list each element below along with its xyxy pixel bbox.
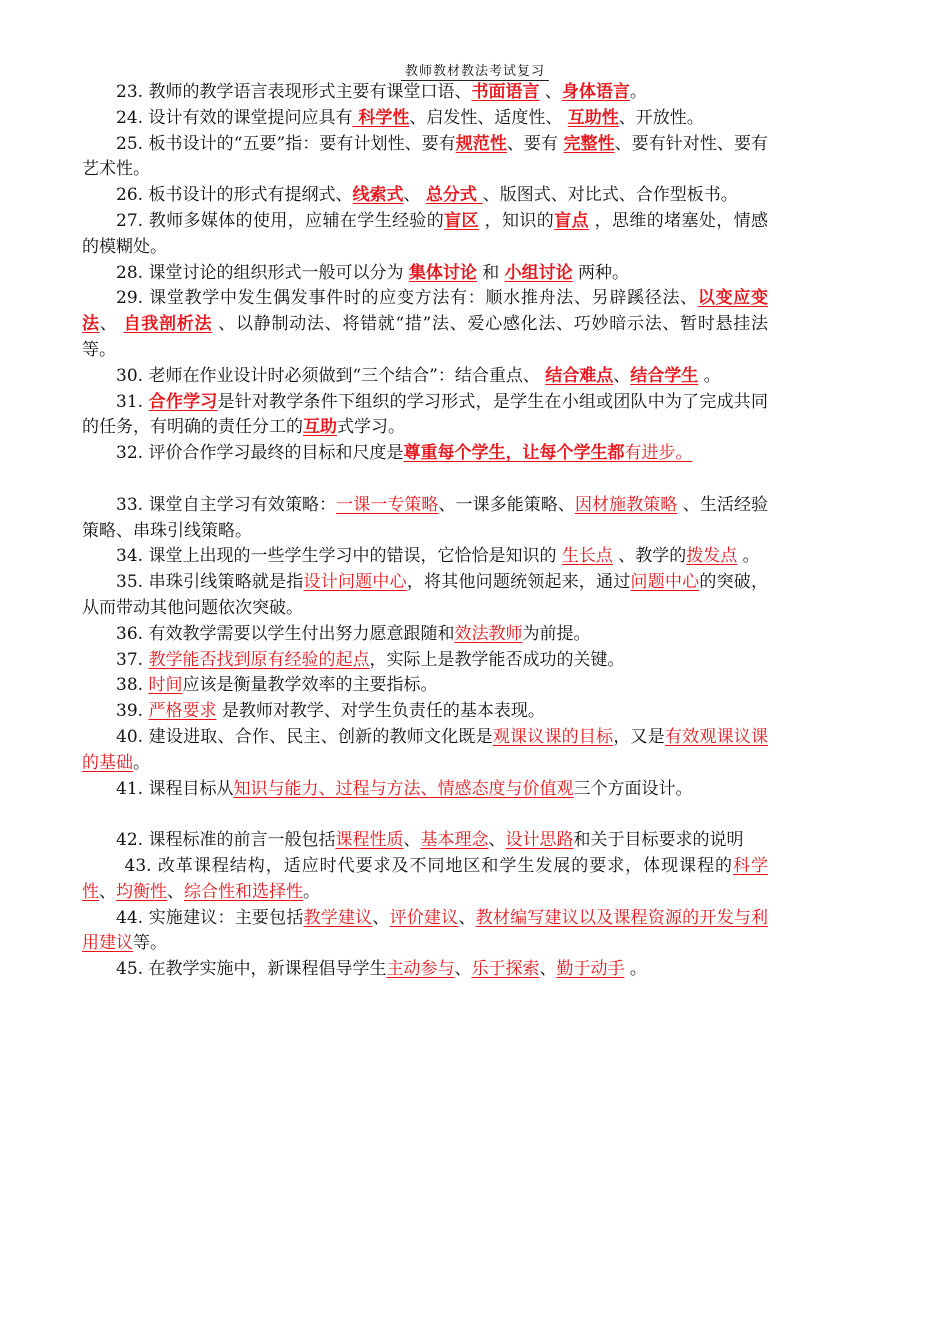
question-text: 、以静制动法、将错就“措”法、爱心感化法、巧妙暗示法、暂时悬挂法等。 bbox=[82, 314, 769, 360]
question-text: 40. 建设进取、合作、民主、创新的教师文化既是 bbox=[116, 726, 493, 747]
question-text: 等。 bbox=[133, 933, 167, 954]
question-text: 。 bbox=[698, 365, 721, 386]
question-item bbox=[82, 648, 768, 674]
question-item bbox=[82, 544, 768, 570]
question-item bbox=[82, 80, 768, 106]
question-item bbox=[82, 183, 768, 209]
question-text: 、 bbox=[539, 82, 562, 102]
question-text: 27. 教师多媒体的使用，应辅在学生经验的 bbox=[116, 210, 445, 231]
question-text: 26. 板书设计的形式有提纲式、 bbox=[116, 185, 353, 206]
answer-text: 教学能否找到原有经验的起点 bbox=[148, 649, 370, 670]
question-text: 、开放性。 bbox=[618, 107, 704, 128]
question-text: 、 bbox=[488, 830, 506, 851]
page-header-title: 教师教材教法考试复习 bbox=[401, 64, 549, 81]
answer-text: 乐于探索 bbox=[471, 959, 540, 980]
question-text: 、 bbox=[99, 881, 116, 902]
question-text: 41. 课程目标从 bbox=[116, 778, 234, 799]
answer-text: 身体语言 bbox=[561, 82, 630, 102]
question-item bbox=[82, 699, 768, 725]
question-text: 、 bbox=[372, 907, 390, 928]
answer-text: 评价建议 bbox=[389, 907, 459, 928]
answer-text: 合作学习 bbox=[148, 391, 218, 412]
question-text: 。 bbox=[624, 959, 647, 980]
answer-text: 课程性质 bbox=[335, 830, 404, 851]
question-text: ，思维的堵塞处，情感的模糊处。 bbox=[82, 210, 769, 257]
question-text: 38. bbox=[116, 675, 149, 696]
question-item bbox=[82, 957, 768, 983]
question-text: 、启发性、适度性、 bbox=[409, 107, 568, 128]
question-text: 、 bbox=[403, 830, 421, 851]
question-text: ，又是 bbox=[613, 726, 665, 747]
question-text: 和关于目标要求的说明 bbox=[573, 830, 744, 851]
question-text: 应该是衡量教学效率的主要指标。 bbox=[182, 675, 438, 696]
answer-text: 科学性 bbox=[352, 107, 410, 128]
question-item bbox=[82, 441, 768, 467]
question-item bbox=[82, 493, 768, 545]
answer-text: 规范性 bbox=[455, 133, 507, 154]
question-text: 、要有针对性、要有艺术性。 bbox=[82, 133, 768, 180]
question-text: 36. 有效教学需要以学生付出努力愿意跟随和 bbox=[116, 623, 455, 644]
answer-text: 勤于动手 bbox=[556, 959, 625, 980]
question-text: ，知识的 bbox=[478, 210, 555, 231]
question-item bbox=[82, 364, 768, 390]
answer-text: 科学性 bbox=[82, 855, 768, 902]
answer-text: 盲区 bbox=[444, 210, 479, 231]
question-text: 和 bbox=[476, 262, 505, 283]
answer-text: 综合性和选择性 bbox=[184, 881, 303, 902]
answer-text: 基本理念 bbox=[420, 830, 489, 851]
answer-text: 均衡性 bbox=[116, 881, 167, 902]
answer-text: 因材施教策略 bbox=[574, 494, 678, 515]
question-text: 、 bbox=[99, 314, 124, 335]
question-text: 。 bbox=[629, 82, 647, 102]
page-header bbox=[0, 60, 950, 79]
answer-text: 有效观课议课的基础 bbox=[82, 726, 769, 773]
answer-text: 互助 bbox=[303, 417, 337, 438]
question-text: 35. 串珠引线策略就是指 bbox=[116, 572, 304, 593]
question-item bbox=[82, 106, 768, 132]
answer-text: 有进步。 bbox=[624, 443, 693, 464]
question-text: 。 bbox=[303, 881, 320, 902]
question-text: 两种。 bbox=[572, 262, 630, 283]
question-text: 45. 在教学实施中，新课程倡导学生 bbox=[116, 959, 387, 980]
question-text: 43. 改革课程结构，适应时代要求及不同地区和学生发展的要求，体现课程的 bbox=[124, 855, 734, 876]
question-text: 34. 课堂上出现的一些学生学习中的错误，它恰恰是知识的 bbox=[116, 546, 562, 567]
answer-text: 结合学生 bbox=[630, 365, 699, 386]
answer-text: 设计思路 bbox=[505, 830, 574, 851]
question-text: 、要有 bbox=[506, 133, 564, 154]
question-text: 。 bbox=[737, 546, 760, 567]
question-item bbox=[82, 390, 768, 442]
question-item bbox=[82, 906, 768, 958]
question-text: 23. 教师的教学语言表现形式主要有课堂口语、 bbox=[116, 82, 472, 102]
question-item bbox=[82, 286, 768, 363]
question-text: 的突破，从而带动其他问题依次突破。 bbox=[82, 572, 769, 618]
question-text: 为前提。 bbox=[522, 623, 591, 644]
question-text: 、 bbox=[613, 365, 631, 386]
question-text: 33. 课堂自主学习有效策略： bbox=[116, 494, 337, 515]
answer-text: 自我剖析法 bbox=[123, 314, 213, 335]
question-text: 、 bbox=[403, 185, 426, 206]
question-item bbox=[82, 725, 768, 777]
question-text: 30. 老师在作业设计时必须做到“三个结合”：结合重点、 bbox=[116, 365, 546, 386]
answer-text: 线索式 bbox=[352, 185, 404, 206]
answer-text: 一课一专策略 bbox=[336, 494, 439, 515]
answer-text: 书面语言 bbox=[471, 82, 540, 102]
answer-text: 小组讨论 bbox=[504, 262, 573, 283]
question-text: ，实际上是教学能否成功的关键。 bbox=[369, 649, 625, 670]
question-text: 42. 课程标准的前言一般包括 bbox=[116, 830, 336, 851]
answer-text: 设计问题中心 bbox=[303, 572, 407, 593]
question-item bbox=[82, 570, 768, 622]
answer-text: 观课议课的目标 bbox=[492, 726, 614, 747]
question-text: 25. 板书设计的“五要”指：要有计划性、要有 bbox=[116, 133, 456, 154]
question-item bbox=[82, 261, 768, 287]
answer-text: 完整性 bbox=[563, 133, 615, 154]
question-text: 。 bbox=[133, 752, 150, 773]
answer-text: 教材编写建议以及课程资源的开发与利用建议 bbox=[82, 907, 769, 954]
question-item bbox=[82, 673, 768, 699]
question-text: 29. 课堂教学中发生偶发事件时的应变方法有：顺水推舟法、另辟蹊径法、 bbox=[116, 288, 698, 309]
answer-text: 总分式 bbox=[425, 185, 483, 206]
answer-text: 生长点 bbox=[561, 546, 613, 567]
answer-text: 以变应变法 bbox=[82, 288, 768, 335]
question-text: 三个方面设计。 bbox=[573, 778, 693, 799]
question-list bbox=[82, 80, 768, 983]
answer-text: 严格要求 bbox=[148, 701, 217, 722]
question-item bbox=[82, 777, 768, 803]
answer-text: 尊重每个学生，让每个学生都 bbox=[403, 443, 625, 464]
question-item bbox=[82, 209, 768, 261]
question-text: 31. bbox=[116, 391, 149, 412]
question-text: 、 bbox=[167, 881, 184, 902]
question-text: 、 bbox=[458, 907, 476, 928]
question-text: 24. 设计有效的课堂提问应具有 bbox=[116, 107, 353, 128]
question-item bbox=[82, 622, 768, 648]
question-text: 、生活经验策略、串珠引线策略。 bbox=[82, 494, 769, 541]
answer-text: 主动参与 bbox=[386, 959, 455, 980]
question-text: 是教师对教学、对学生负责任的基本表现。 bbox=[216, 701, 545, 722]
question-text: 式学习。 bbox=[337, 417, 405, 438]
answer-text: 问题中心 bbox=[630, 572, 700, 593]
question-text: 、一课多能策略、 bbox=[438, 494, 575, 515]
question-text: 28. 课堂讨论的组织形式一般可以分为 bbox=[116, 262, 409, 283]
question-item bbox=[82, 828, 768, 854]
question-text: 、 bbox=[454, 959, 472, 980]
question-text: 、版图式、对比式、合作型板书。 bbox=[482, 185, 738, 206]
question-text: 44. 实施建议：主要包括 bbox=[116, 907, 304, 928]
question-text: 32. 评价合作学习最终的目标和尺度是 bbox=[116, 443, 404, 464]
answer-text: 盲点 bbox=[554, 210, 589, 231]
answer-text: 教学建议 bbox=[303, 907, 373, 928]
answer-text: 集体讨论 bbox=[408, 262, 477, 283]
answer-text: 结合难点 bbox=[545, 365, 614, 386]
question-text: ，将其他问题统领起来，通过 bbox=[406, 572, 631, 593]
question-item bbox=[82, 132, 768, 184]
question-text: 是针对教学条件下组织的学习形式，是学生在小组或团队中为了完成共同的任务，有明确的责任分工的 bbox=[82, 391, 768, 438]
question-text: 、教学的 bbox=[612, 546, 687, 567]
answer-text: 时间 bbox=[148, 675, 183, 696]
question-text: 、 bbox=[539, 959, 557, 980]
answer-text: 拨发点 bbox=[686, 546, 738, 567]
answer-text: 互助性 bbox=[567, 107, 619, 128]
question-text: 37. bbox=[116, 649, 149, 670]
question-item bbox=[82, 854, 768, 906]
answer-text: 效法教师 bbox=[454, 623, 523, 644]
answer-text: 知识与能力、过程与方法、情感态度与价值观 bbox=[233, 778, 574, 799]
question-text: 39. bbox=[116, 701, 149, 722]
